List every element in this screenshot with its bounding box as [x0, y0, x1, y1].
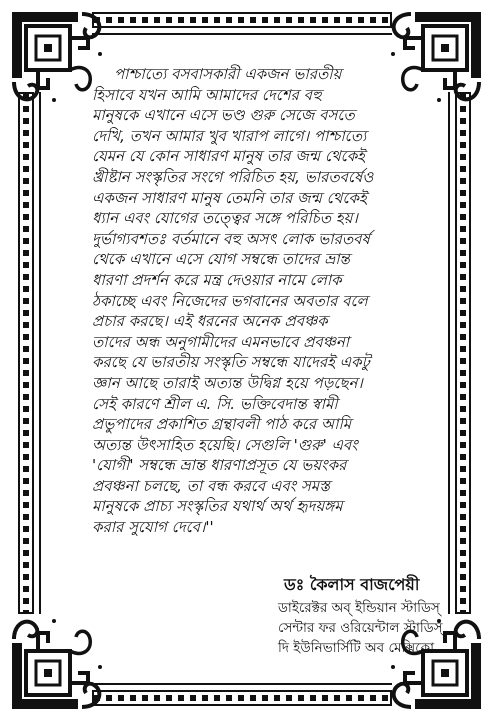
corner-ornament-bottom-left	[12, 619, 102, 709]
quote-line: অত্যন্ত উৎসাহিত হয়েছি। সেগুলি 'গুরু' এবং	[92, 435, 358, 454]
quote-line: তাদের অন্ধ অনুগামীদের এমনভাবে প্রবঞ্চনা	[92, 332, 350, 351]
quote-line: পাশ্চাত্যে বসবাসকারী একজন ভারতীয়	[114, 65, 342, 83]
quote-line: দুর্ভাগ্যবশতঃ বর্তমানে বহু অসৎ লোক ভারতবর্ষ	[92, 229, 370, 248]
author-role-line: ডাইরেক্টর অব্ ইন্ডিয়ান স্টাডিস্	[278, 600, 440, 616]
quote-line: করার সুযোগ দেবে।''	[92, 518, 214, 537]
bottom-border-band	[92, 684, 392, 706]
quote-line: মানুষকে প্রাচ্য সংস্কৃতির যথার্থ অর্থ হৃদয়ঙ্গম	[92, 497, 343, 516]
quote-line: ধ্যান এবং যোগের তত্ত্বের সঙ্গে পরিচিত হয়।	[92, 209, 358, 228]
quote-line: প্রবঞ্চনা চলছে, তা বন্ধ করবে এবং সমস্ত	[92, 476, 330, 495]
quote-line: দেখি, তখন আমার খুব খারাপ লাগে। পাশ্চাত্যে	[92, 126, 367, 145]
left-border-band	[18, 92, 40, 614]
top-border-band	[92, 12, 392, 34]
quote-line: ঠকাচ্ছে এবং নিজেদের ভগবানের অবতার বলে	[92, 291, 368, 310]
author-role-line: দি ইউনিভার্সিটি অব মেক্সিকো	[278, 640, 435, 656]
testimonial-quote	[92, 64, 464, 538]
quote-line: হিসাবে যখন আমি আমাদের দেশের বহু	[92, 85, 322, 104]
author-role-line: সেন্টার ফর ওরিয়েন্টাল স্টাডিস্	[278, 620, 443, 636]
quote-line: মানুষকে এখানে এসে ভণ্ড গুরু সেজে বসতে	[92, 106, 355, 125]
quote-line: ধারণা প্রদর্শন করে মন্ত্র দেওয়ার নামে লোক	[92, 270, 342, 289]
quote-line: করছে যে ভারতীয় সংস্কৃতি সম্বন্ধে যাদেরই একটু	[92, 353, 370, 372]
author-name: ডঃ কৈলাস বাজপেয়ী	[284, 575, 420, 594]
quote-line: থেকে এখানে এসে যোগ সম্বন্ধে তাদের ভ্রান্ত	[92, 250, 350, 269]
quote-line: প্রচার করছে। এই ধরনের অনেক প্রবঞ্চক	[92, 312, 328, 331]
quote-line: প্রভুপাদের প্রকাশিত গ্রন্থাবলী পাঠ করে আমি	[92, 415, 352, 434]
corner-ornament-top-left	[12, 12, 102, 102]
quote-line: জ্ঞান আছে তারাই অত্যন্ত উদ্বিগ্ন হয়ে পড়ছেন।	[92, 373, 363, 392]
signature-block	[278, 574, 468, 658]
quote-line: যেমন যে কোন সাধারণ মানুষ তার জন্ম থেকেই	[92, 147, 365, 166]
quote-line: সেই কারণে শ্রীল এ. সি. ভক্তিবেদান্ত স্বামী	[92, 394, 338, 413]
quote-line: খ্রীষ্টান সংস্কৃতির সংগে পরিচিত হয়, ভারতবর্ষেও	[92, 167, 374, 186]
quote-line: একজন সাধারণ মানুষ তেমনি তার জন্ম থেকেই	[92, 188, 367, 207]
quote-line: 'যোগী' সম্বন্ধে ভ্রান্ত ধারণাপ্রসূত যে ভয়ংকর	[92, 456, 347, 475]
